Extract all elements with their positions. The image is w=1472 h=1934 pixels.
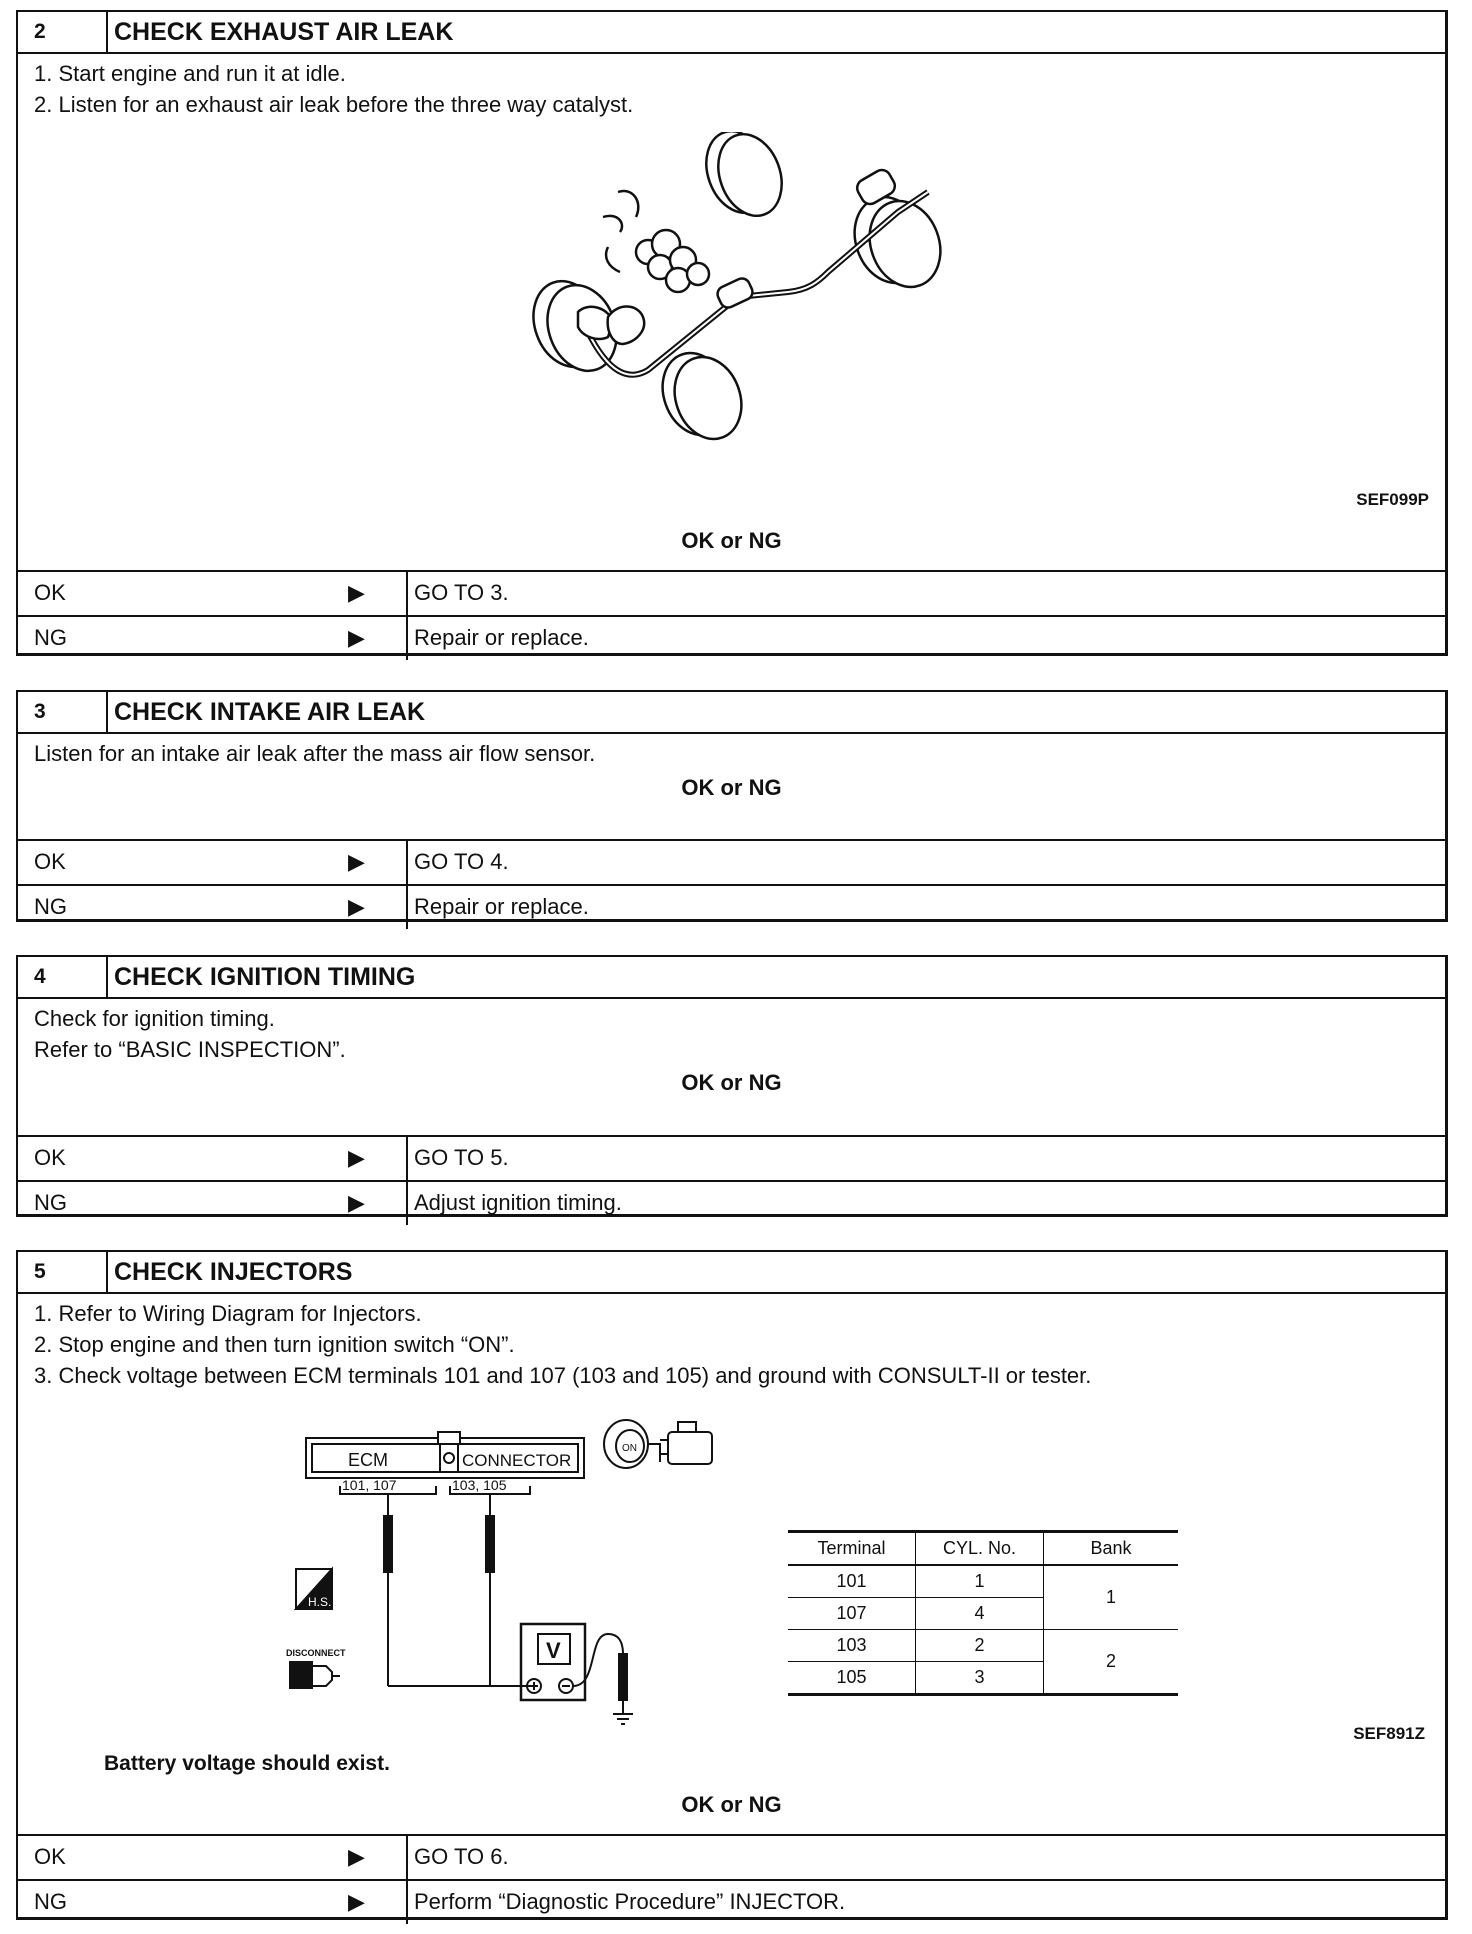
cylinder-cell: 3 bbox=[916, 1662, 1044, 1695]
step-header bbox=[18, 957, 1445, 999]
ok-or-ng-heading: OK or NG bbox=[681, 528, 782, 553]
step-title: CHECK IGNITION TIMING bbox=[114, 963, 416, 991]
figure-code: SEF099P bbox=[1356, 490, 1429, 509]
instruction-line: 2. Stop engine and then turn ignition switch “ON”. bbox=[34, 1332, 515, 1357]
pins-left-label: 101, 107 bbox=[342, 1477, 397, 1493]
step-number: 3 bbox=[18, 692, 108, 732]
result-label: NG bbox=[34, 625, 67, 650]
ok-or-ng-heading: OK or NG bbox=[681, 775, 782, 800]
figure-code: SEF891Z bbox=[1353, 1724, 1425, 1743]
ok-or-ng-heading: OK or NG bbox=[681, 1070, 782, 1095]
bank-cell: 2 bbox=[1044, 1630, 1179, 1695]
terminal-cell: 105 bbox=[836, 1667, 867, 1687]
table-header: Terminal bbox=[788, 1532, 916, 1566]
step-5-block bbox=[16, 1250, 1448, 1920]
terminal-cell: 101 bbox=[788, 1565, 916, 1598]
result-label: OK bbox=[34, 580, 66, 605]
instruction-line: 1. Start engine and run it at idle. bbox=[34, 61, 346, 86]
arrow-icon: ▶ bbox=[348, 1145, 365, 1170]
table-header: CYL. No. bbox=[916, 1532, 1044, 1566]
result-label: NG bbox=[34, 1190, 67, 1215]
result-label: NG bbox=[34, 894, 67, 919]
voltmeter-label: V bbox=[546, 1638, 561, 1663]
step-header bbox=[18, 692, 1445, 734]
instruction-line: 2. Listen for an exhaust air leak before the three way catalyst. bbox=[34, 92, 634, 117]
cylinder-cell: 4 bbox=[916, 1598, 1044, 1630]
result-row-ng bbox=[18, 884, 1445, 929]
ok-or-ng-heading: OK or NG bbox=[681, 1792, 782, 1817]
arrow-icon: ▶ bbox=[348, 1889, 365, 1914]
step-number: 4 bbox=[18, 957, 108, 997]
result-label: OK bbox=[34, 1844, 66, 1869]
step-body bbox=[18, 1294, 1445, 1792]
ignition-on-label: ON bbox=[622, 1443, 637, 1454]
step-title: CHECK INTAKE AIR LEAK bbox=[114, 698, 426, 726]
terminal-cell: 103 bbox=[788, 1630, 916, 1662]
disconnect-label: DISCONNECT bbox=[286, 1648, 346, 1658]
table-row bbox=[788, 1565, 1178, 1598]
hs-label: H.S. bbox=[308, 1595, 332, 1609]
step-title: CHECK INJECTORS bbox=[114, 1258, 353, 1286]
pins-right-label: 103, 105 bbox=[452, 1477, 507, 1493]
step-number: 2 bbox=[18, 12, 108, 52]
result-label: NG bbox=[34, 1889, 67, 1914]
terminal-cell: 107 bbox=[788, 1598, 916, 1630]
step-body bbox=[18, 54, 1445, 528]
instruction-line: 1. Refer to Wiring Diagram for Injectors. bbox=[34, 1301, 422, 1326]
step-number: 5 bbox=[18, 1252, 108, 1292]
arrow-icon: ▶ bbox=[348, 1844, 365, 1869]
result-action: Perform “Diagnostic Procedure” INJECTOR. bbox=[414, 1889, 846, 1914]
instruction-line: 3. Check voltage between ECM terminals 101 and 107 (103 and 105) and ground with CONSULT-II or tester. bbox=[34, 1363, 1092, 1388]
cylinder-cell: 2 bbox=[916, 1630, 1044, 1662]
arrow-icon: ▶ bbox=[348, 580, 365, 605]
step-2-block bbox=[16, 10, 1448, 656]
arrow-icon: ▶ bbox=[348, 1190, 365, 1215]
step-3-block bbox=[16, 690, 1448, 922]
result-action: Repair or replace. bbox=[414, 625, 589, 650]
step-title: CHECK EXHAUST AIR LEAK bbox=[114, 18, 454, 46]
bank-cell: 1 bbox=[1044, 1565, 1179, 1630]
cylinder-cell: 1 bbox=[916, 1565, 1044, 1598]
instruction-line: Check for ignition timing. bbox=[34, 1006, 275, 1031]
expected-result: Battery voltage should exist. bbox=[104, 1752, 390, 1775]
step-header bbox=[18, 12, 1445, 54]
step-body bbox=[18, 734, 1445, 778]
result-action: GO TO 3. bbox=[414, 580, 509, 605]
exhaust-leak-illustration bbox=[508, 132, 968, 462]
ecm-label: ECM bbox=[348, 1450, 388, 1470]
result-row-ok bbox=[18, 570, 1445, 615]
table-row bbox=[788, 1630, 1178, 1662]
result-action: Adjust ignition timing. bbox=[414, 1190, 622, 1215]
injector-voltage-diagram bbox=[268, 1414, 748, 1734]
result-action: GO TO 6. bbox=[414, 1844, 509, 1869]
result-label: OK bbox=[34, 1145, 66, 1170]
result-row-ng bbox=[18, 615, 1445, 660]
result-row-ok bbox=[18, 1135, 1445, 1180]
arrow-icon: ▶ bbox=[348, 625, 365, 650]
result-action: GO TO 5. bbox=[414, 1145, 509, 1170]
step-header bbox=[18, 1252, 1445, 1294]
table-header: Bank bbox=[1044, 1532, 1179, 1566]
connector-label: CONNECTOR bbox=[462, 1451, 572, 1470]
result-action: GO TO 4. bbox=[414, 849, 509, 874]
table-header-row bbox=[788, 1532, 1178, 1566]
arrow-icon: ▶ bbox=[348, 849, 365, 874]
step-body bbox=[18, 999, 1445, 1073]
result-action: Repair or replace. bbox=[414, 894, 589, 919]
result-row-ng bbox=[18, 1879, 1445, 1924]
result-row-ng bbox=[18, 1180, 1445, 1225]
result-row-ok bbox=[18, 839, 1445, 884]
arrow-icon: ▶ bbox=[348, 894, 365, 919]
instruction-line: Refer to “BASIC INSPECTION”. bbox=[34, 1037, 346, 1062]
step-4-block bbox=[16, 955, 1448, 1217]
result-label: OK bbox=[34, 849, 66, 874]
terminal-table bbox=[788, 1530, 1178, 1696]
instruction-line: Listen for an intake air leak after the mass air flow sensor. bbox=[34, 741, 596, 766]
result-row-ok bbox=[18, 1834, 1445, 1879]
